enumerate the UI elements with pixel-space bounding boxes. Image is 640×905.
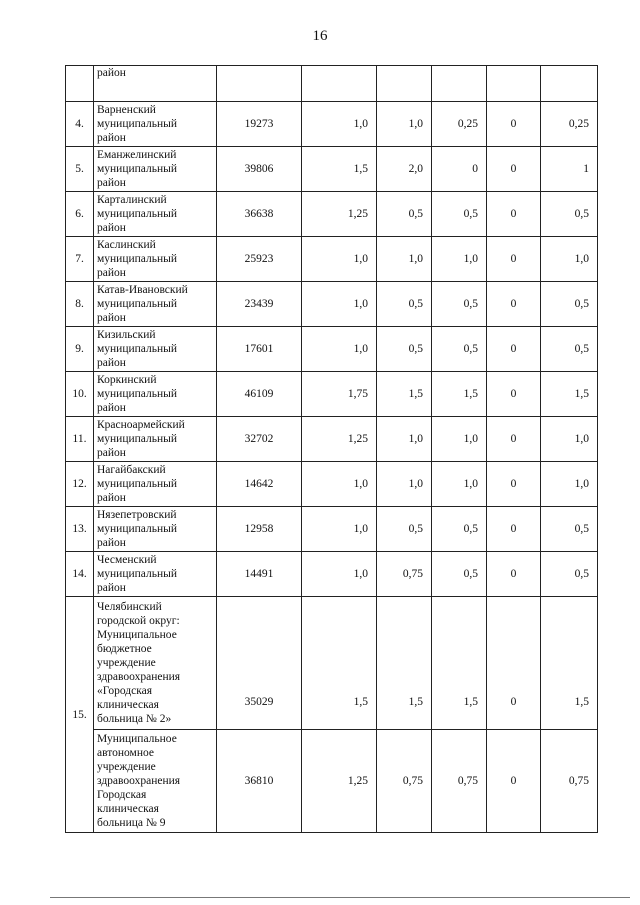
value-cell: 1,0	[302, 327, 377, 372]
value-cell: 0	[487, 552, 541, 597]
name-line: муниципальный	[97, 388, 178, 400]
value-cell: 0,5	[541, 507, 598, 552]
row-number-cell	[66, 66, 94, 102]
value-cell	[432, 66, 487, 102]
value-cell: 0	[487, 417, 541, 462]
name-line: муниципальный	[97, 118, 178, 130]
value-cell: 23439	[217, 282, 302, 327]
name-line: муниципальный	[97, 523, 178, 535]
table-row	[66, 552, 598, 597]
value-cell: 1,5	[541, 597, 598, 730]
value-cell: 1,5	[302, 597, 377, 730]
value-cell: 0,75	[377, 730, 432, 833]
name-line: Красноармейский	[97, 419, 185, 431]
value-cell: 1,0	[432, 462, 487, 507]
name-line: район	[97, 267, 126, 279]
name-line: Карталинский	[97, 194, 167, 206]
table-row	[66, 417, 598, 462]
row-number-cell: 9.	[66, 327, 94, 372]
value-cell	[541, 66, 598, 102]
table-row	[66, 597, 598, 730]
name-line: Еманжелинский	[97, 149, 177, 161]
table-row	[66, 372, 598, 417]
name-line: Варненский	[97, 104, 156, 116]
name-line: муниципальный	[97, 478, 178, 490]
name-cell	[94, 552, 217, 597]
value-cell: 1,0	[302, 237, 377, 282]
value-cell: 0	[487, 327, 541, 372]
name-line: район	[97, 67, 126, 79]
value-cell: 0	[432, 147, 487, 192]
value-cell: 0	[487, 147, 541, 192]
value-cell: 0,5	[377, 327, 432, 372]
value-cell: 0,5	[432, 192, 487, 237]
row-number-cell: 12.	[66, 462, 94, 507]
value-cell: 0,5	[432, 327, 487, 372]
value-cell: 0,5	[377, 192, 432, 237]
name-line: муниципальный	[97, 343, 178, 355]
value-cell: 1,25	[302, 730, 377, 833]
value-cell: 32702	[217, 417, 302, 462]
value-cell: 0,5	[432, 507, 487, 552]
name-line: больница № 2»	[97, 713, 172, 725]
value-cell: 1,0	[432, 237, 487, 282]
value-cell: 1,0	[377, 237, 432, 282]
value-cell: 1,25	[302, 192, 377, 237]
value-cell: 0	[487, 597, 541, 730]
value-cell: 1,0	[377, 417, 432, 462]
name-line: Каслинский	[97, 239, 156, 251]
value-cell: 0,25	[541, 102, 598, 147]
table-row	[66, 192, 598, 237]
name-line: муниципальный	[97, 433, 178, 445]
name-line: район	[97, 177, 126, 189]
value-cell: 1,75	[302, 372, 377, 417]
name-line: Чесменский	[97, 554, 157, 566]
value-cell: 0	[487, 372, 541, 417]
value-cell: 0,5	[377, 507, 432, 552]
row-number-cell: 15.	[66, 597, 94, 833]
value-cell: 25923	[217, 237, 302, 282]
name-line: район	[97, 447, 126, 459]
value-cell: 1,5	[432, 597, 487, 730]
row-number-cell: 14.	[66, 552, 94, 597]
value-cell: 17601	[217, 327, 302, 372]
value-cell	[487, 66, 541, 102]
name-cell	[94, 192, 217, 237]
table-row	[66, 237, 598, 282]
name-line: «Городская	[97, 685, 153, 697]
value-cell: 1,0	[541, 462, 598, 507]
name-cell	[94, 102, 217, 147]
data-table	[65, 65, 598, 833]
value-cell: 1,5	[302, 147, 377, 192]
name-line: муниципальный	[97, 298, 178, 310]
value-cell: 0	[487, 102, 541, 147]
value-cell: 0	[487, 237, 541, 282]
name-line: Челябинский	[97, 601, 162, 613]
value-cell: 0,5	[432, 282, 487, 327]
value-cell: 46109	[217, 372, 302, 417]
value-cell: 39806	[217, 147, 302, 192]
name-line: учреждение	[97, 761, 156, 773]
name-cell	[94, 462, 217, 507]
value-cell: 12958	[217, 507, 302, 552]
name-cell	[94, 372, 217, 417]
table-row	[66, 462, 598, 507]
value-cell: 1,0	[302, 282, 377, 327]
name-cell	[94, 147, 217, 192]
value-cell: 1,25	[302, 417, 377, 462]
name-line: больница № 9	[97, 817, 166, 829]
name-line: район	[97, 132, 126, 144]
name-line: Городская	[97, 789, 147, 801]
row-number-cell: 10.	[66, 372, 94, 417]
table-row	[66, 282, 598, 327]
value-cell: 1,0	[377, 102, 432, 147]
value-cell	[377, 66, 432, 102]
name-line: Нязепетровский	[97, 509, 177, 521]
value-cell: 0	[487, 730, 541, 833]
value-cell: 0,5	[541, 192, 598, 237]
name-line: Коркинский	[97, 374, 157, 386]
value-cell	[217, 66, 302, 102]
value-cell: 35029	[217, 597, 302, 730]
name-cell	[94, 417, 217, 462]
row-number-cell: 13.	[66, 507, 94, 552]
table-row	[66, 730, 598, 833]
row-number-cell: 4.	[66, 102, 94, 147]
value-cell: 1,0	[377, 462, 432, 507]
name-line: учреждение	[97, 657, 156, 669]
value-cell: 0,5	[541, 282, 598, 327]
name-line: клиническая	[97, 699, 159, 711]
name-line: район	[97, 492, 126, 504]
name-line: район	[97, 537, 126, 549]
name-line: муниципальный	[97, 208, 178, 220]
page-number: 16	[312, 28, 328, 44]
name-line: район	[97, 222, 126, 234]
value-cell: 0	[487, 462, 541, 507]
row-number-cell: 7.	[66, 237, 94, 282]
row-number-cell: 6.	[66, 192, 94, 237]
value-cell: 1,0	[302, 552, 377, 597]
value-cell: 0,25	[432, 102, 487, 147]
name-line: Муниципальное	[97, 733, 177, 745]
name-line: автономное	[97, 747, 154, 759]
name-line: Катав-Ивановский	[97, 284, 188, 296]
name-line: муниципальный	[97, 253, 178, 265]
name-cell	[94, 327, 217, 372]
name-line: здравоохранения	[97, 671, 181, 683]
value-cell: 36638	[217, 192, 302, 237]
name-cell	[94, 66, 217, 102]
name-line: здравоохранения	[97, 775, 181, 787]
value-cell: 19273	[217, 102, 302, 147]
name-line: клиническая	[97, 803, 159, 815]
name-line: район	[97, 402, 126, 414]
value-cell: 0,5	[541, 327, 598, 372]
value-cell: 0,75	[432, 730, 487, 833]
table-row	[66, 507, 598, 552]
name-line: городской округ:	[97, 615, 180, 627]
value-cell: 0,5	[432, 552, 487, 597]
table-row	[66, 147, 598, 192]
value-cell: 1,5	[377, 372, 432, 417]
name-cell	[94, 237, 217, 282]
name-line: Нагайбакский	[97, 464, 166, 476]
value-cell: 1,0	[541, 417, 598, 462]
name-line: бюджетное	[97, 643, 152, 655]
row-number-cell: 5.	[66, 147, 94, 192]
value-cell: 1,0	[302, 102, 377, 147]
value-cell: 0	[487, 192, 541, 237]
row-number-cell: 11.	[66, 417, 94, 462]
name-cell	[94, 507, 217, 552]
value-cell: 2,0	[377, 147, 432, 192]
bottom-rule	[50, 897, 630, 898]
name-line: муниципальный	[97, 568, 178, 580]
value-cell: 14642	[217, 462, 302, 507]
name-cell	[94, 597, 217, 730]
table-row	[66, 66, 598, 102]
value-cell: 0,5	[541, 552, 598, 597]
value-cell: 1,5	[432, 372, 487, 417]
value-cell: 1,0	[541, 237, 598, 282]
name-line: Муниципальное	[97, 629, 177, 641]
value-cell: 14491	[217, 552, 302, 597]
table-row	[66, 327, 598, 372]
name-line: район	[97, 312, 126, 324]
row-number-cell: 8.	[66, 282, 94, 327]
value-cell: 36810	[217, 730, 302, 833]
table-row	[66, 102, 598, 147]
name-cell	[94, 282, 217, 327]
value-cell: 1,5	[541, 372, 598, 417]
name-cell	[94, 730, 217, 833]
name-line: район	[97, 582, 126, 594]
value-cell: 1,0	[302, 507, 377, 552]
value-cell: 0,75	[377, 552, 432, 597]
name-line: район	[97, 357, 126, 369]
name-line: Кизильский	[97, 329, 156, 341]
value-cell: 0	[487, 507, 541, 552]
value-cell: 0	[487, 282, 541, 327]
value-cell	[302, 66, 377, 102]
name-line: муниципальный	[97, 163, 178, 175]
value-cell: 1	[541, 147, 598, 192]
value-cell: 1,0	[302, 462, 377, 507]
value-cell: 0,5	[377, 282, 432, 327]
value-cell: 1,5	[377, 597, 432, 730]
value-cell: 1,0	[432, 417, 487, 462]
value-cell: 0,75	[541, 730, 598, 833]
